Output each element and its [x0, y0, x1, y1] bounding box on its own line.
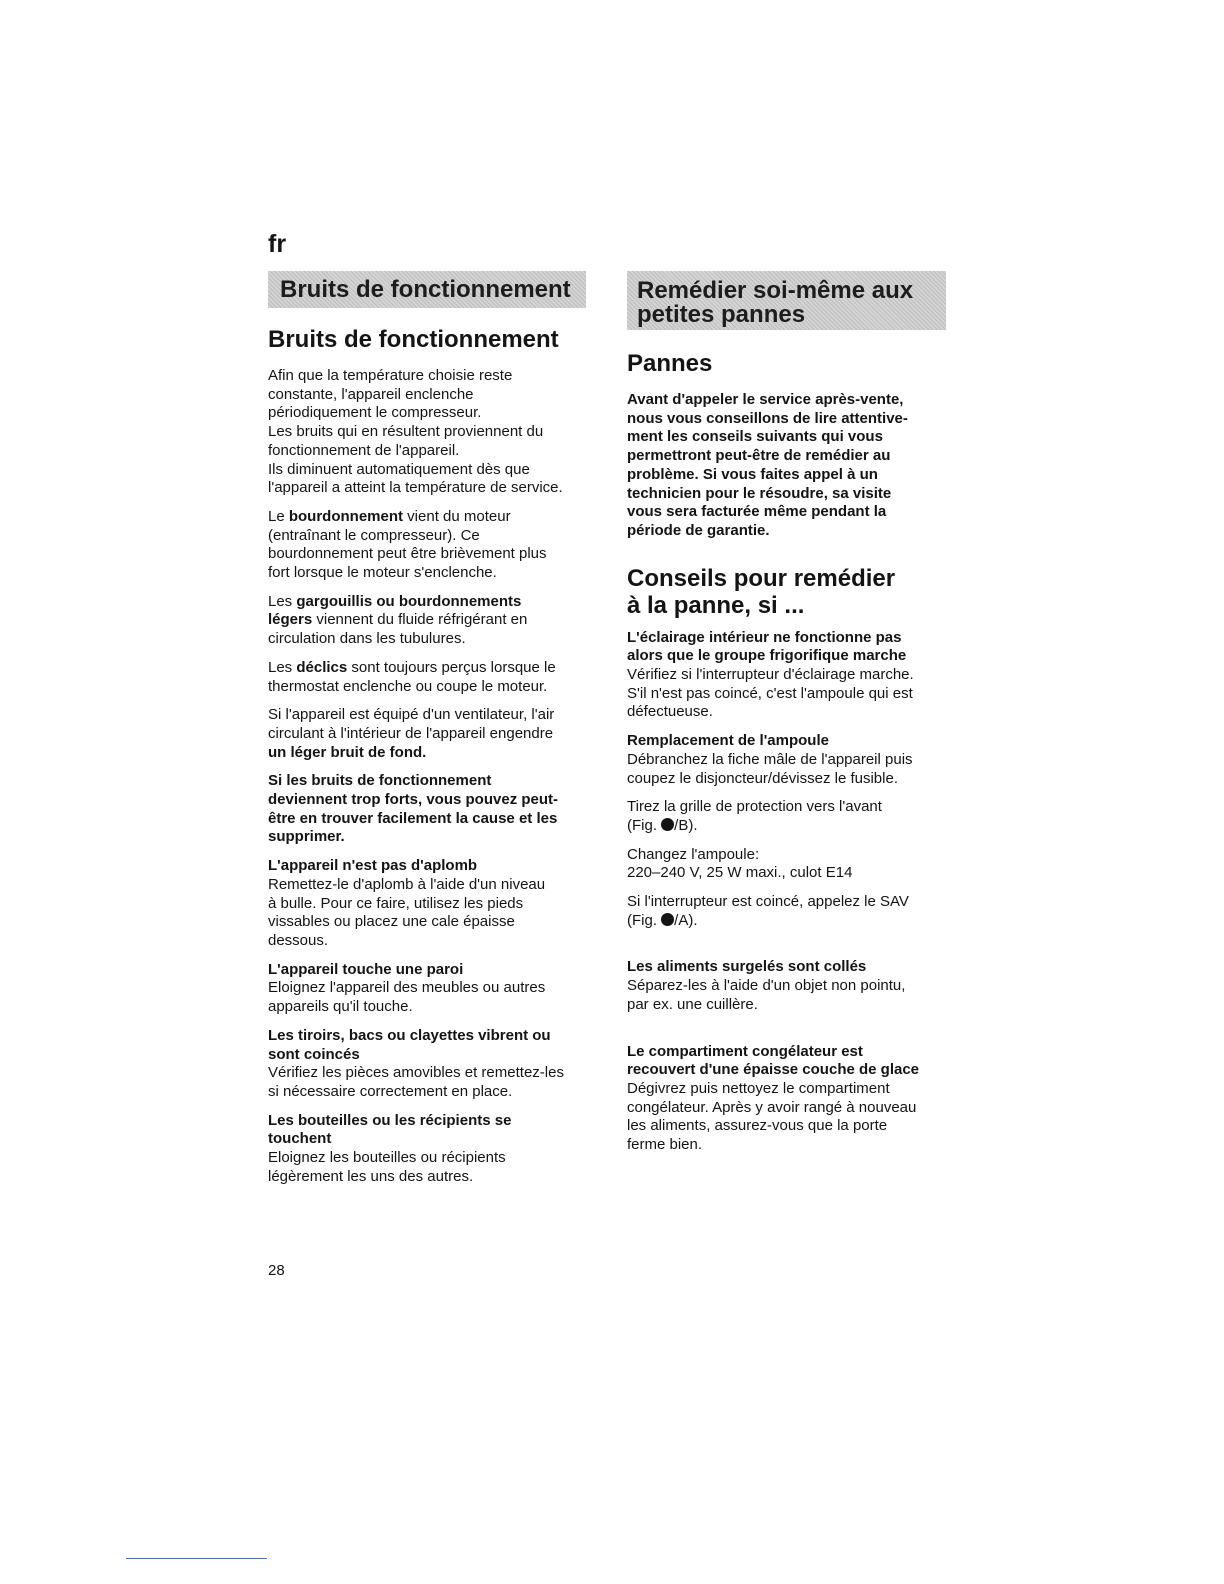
item-not-level: L'appareil n'est pas d'aplomb Remettez-le d'aplomb à l'aide d'un niveau à bulle. Pour ce faire, utilisez les pieds vissables ou placez une cale épaisse dessous. [268, 857, 546, 949]
right-heading: Pannes [627, 350, 713, 377]
paragraph-intro: Afin que la température choisie reste constante, l'appareil enclenche périodiquement le compresseur. Les bruits qui en résultent proviennent du fonctionnement de l'appareil. Ils diminuent automatiquement dès que l'appareil a atteint la température de service. [268, 367, 563, 497]
item-touches-wall: L'appareil touche une paroi Eloignez l'appareil des meubles ou autres appareils qu'il touche. [268, 960, 546, 1016]
item-switch-stuck: Si l'interrupteur est coincé, appelez le SAV (Fig. /A). [627, 893, 909, 929]
paragraph-before-service: Avant d'appeler le service après-vente, nous vous conseillons de lire attentive- ment les conseils suivants qui vous permettront peut-être de remédier au problème. Si vous faites appel à un technicien pour le résoudre, sa visite vous sera facturée même pendant la période de garantie. [627, 391, 908, 539]
item-pull-grille: Tirez la grille de protection vers l'avant (Fig. /B). [627, 798, 882, 834]
item-frozen-stuck: Les aliments surgelés sont collés Séparez-les à l'aide d'un objet non pointu, par ex. une cuillère. [627, 958, 906, 1013]
figure-reference-icon [661, 913, 674, 926]
figure-reference-icon [661, 818, 674, 831]
paragraph-clicks: Les déclics sont toujours perçus lorsque le thermostat enclenche ou coupe le moteur. [268, 658, 556, 695]
right-column [627, 350, 957, 1165]
left-heading: Bruits de fonctionnement [268, 326, 559, 353]
item-ice-layer: Le compartiment congélateur est recouvert d'une épaisse couche de glace Dégivrez puis nettoyez le compartiment congélateur. Après y avoir rangé à nouveau les aliments, assurez-vous que la porte ferme bien. [627, 1042, 920, 1154]
item-change-bulb: Changez l'ampoule: 220–240 V, 25 W maxi., culot E14 [627, 845, 853, 882]
paragraph-hum: Le bourdonnement vient du moteur (entraînant le compresseur). Ce bourdonnement peut être brièvement plus fort lorsque le moteur s'enclenche. [268, 507, 547, 582]
item-replace-bulb: Remplacement de l'ampoule Débranchez la fiche mâle de l'appareil puis coupez le disjoncteur/dévissez le fusible. [627, 732, 913, 787]
left-column [268, 326, 598, 1196]
item-drawers-vibrate: Les tiroirs, bacs ou clayettes vibrent ou sont coincés Vérifiez les pièces amovibles et remettez-les si nécessaire correctement en place. [268, 1026, 564, 1100]
section-banner-operating-noises: Bruits de fonctionnement [268, 271, 586, 308]
paragraph-fan: Si l'appareil est équipé d'un ventilateur, l'air circulant à l'intérieur de l'appareil engendre un léger bruit de fond. [268, 706, 555, 761]
item-light-fails: L'éclairage intérieur ne fonctionne pas alors que le groupe frigorifique marche Vérifiez si l'interrupteur d'éclairage marche. S'il n'est pas coincé, c'est l'ampoule qui est défectueuse. [627, 628, 914, 721]
paragraph-gurgling: Les gargouillis ou bourdonnements légers viennent du fluide réfrigérant en circulation dans les tubulures. [268, 592, 528, 648]
bottom-rule [126, 1558, 267, 1559]
language-code: fr [268, 230, 287, 258]
paragraph-too-loud: Si les bruits de fonctionnement deviennent trop forts, vous pouvez peut- être en trouver facilement la cause et les supprimer. [268, 772, 559, 846]
item-bottles-touch: Les bouteilles ou les récipients se touchent Eloignez les bouteilles ou récipients légèrement les uns des autres. [268, 1111, 512, 1185]
page-number: 28 [268, 1262, 285, 1279]
section-banner-troubleshooting: Remédier soi-même aux petites pannes [627, 271, 946, 330]
right-heading-tips: Conseils pour remédier à la panne, si ... [627, 564, 896, 619]
